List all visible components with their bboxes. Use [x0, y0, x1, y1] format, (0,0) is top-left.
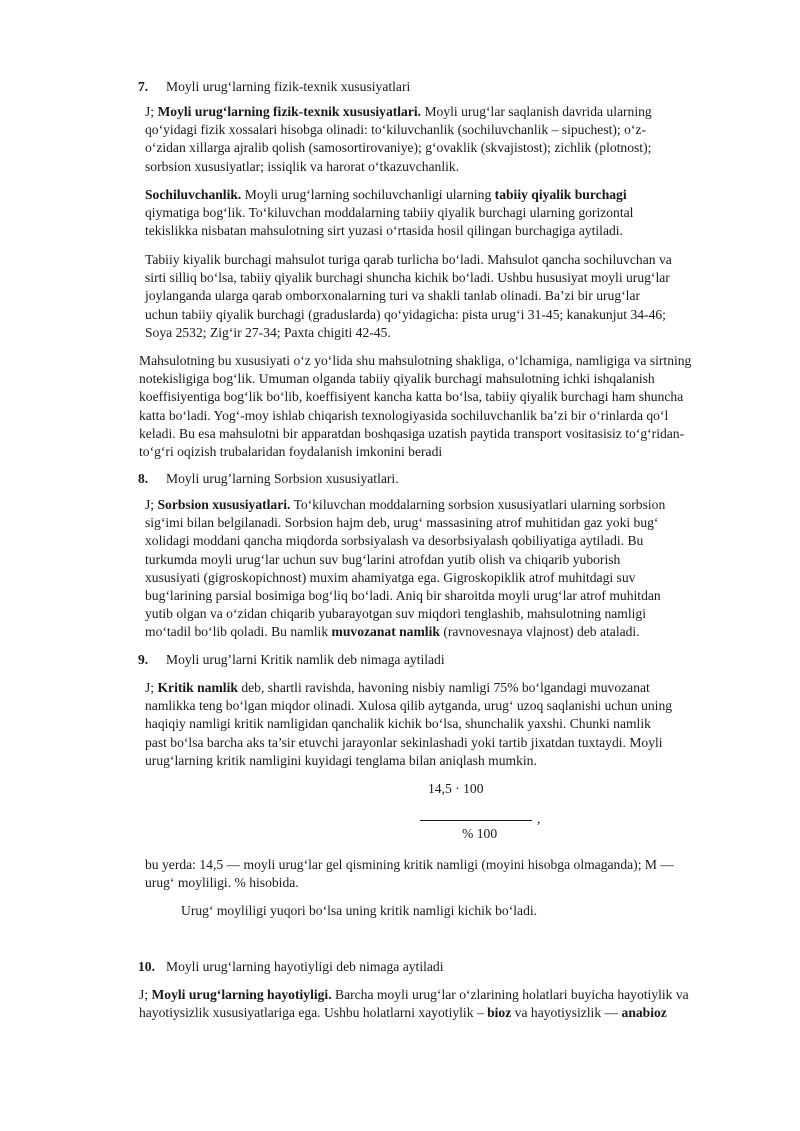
text-line: bu yerda: 14,5 — moyli urug‘lar gel qismining kritik namligi (moyini hisobga olmaganda); M —	[145, 857, 674, 872]
bold-term: anabioz	[621, 1005, 667, 1021]
text-line: sirti silliq bo‘lsa, tabiiy qiyalik burchagi shuncha kichik bo‘ladi. Ushbu hususiyat moyli urug‘lar	[145, 270, 670, 286]
text-line: past bo‘lsa barcha aks ta’sir etuvchi jarayonlar sekinlashadi yoki tartib jixatdan tuxtaydi. Moyli	[145, 734, 663, 750]
text-line: (ravnovesnaya vlajnost) deb ataladi.	[439, 624, 640, 640]
bold-term: Moyli urug‘larning hayotiyligi.	[151, 987, 332, 1002]
question-number: 10.	[138, 959, 155, 974]
text-line: namlikka teng bo‘lgan miqdor olinadi. Xulosa qilib aytganda, urug‘ uzoq saqlanishi uchun uning	[145, 698, 673, 714]
text-line: o‘zidan xillarga ajralib qolish (samosortirovaniye); g‘ovaklik (skvajistost); zichlik (plotnost);	[145, 140, 652, 156]
formula-numerator: 14,5 · 100	[428, 781, 484, 796]
text-line: to‘g‘ri oqizish trubalaridan foydalanish imkonini beradi	[139, 444, 443, 460]
formula-denominator: % 100	[462, 826, 498, 841]
answer-prefix: J;	[139, 987, 152, 1002]
q9-paragraph-3	[181, 902, 537, 920]
question-number: 8.	[138, 471, 149, 486]
text-line: va hayotiysizlik —	[511, 1005, 622, 1021]
question-title: Moyli urug‘larning hayotiyligi deb nimaga aytiladi	[166, 959, 444, 974]
text-line: turkumda moyli urug‘lar uchun suv bug‘larini atrofdan yutib olish va chiqarib yuborish	[145, 551, 621, 567]
question-title: Moyli urug’larni Kritik namlik deb nimaga aytiladi	[166, 652, 445, 667]
text-line: deb, shartli ravishda, havoning nisbiy namligi 75% bo‘lgandagi muvozanat	[237, 680, 650, 695]
bold-term: Sorbsion xususiyatlari.	[157, 497, 291, 512]
text-line: To‘kiluvchan moddalarning sorbsion xususiyatlari ularning sorbsion	[290, 497, 666, 512]
answer-prefix: J;	[145, 680, 158, 695]
q7-paragraph-3	[145, 251, 672, 342]
text-line: bug‘larining parsial bosimiga bog‘liq bo‘ladi. Aniq bir sharoitda moyli urug‘lar atrof muhitdan	[145, 588, 661, 604]
text-line: koeffisiyentiga bog‘lik bo‘lib, koeffisiyent kancha katta bo‘lsa, tabiiy qiyalik burchagi ham shuncha	[139, 389, 684, 405]
q8-paragraph-1	[145, 496, 665, 642]
question-title: Moyli urug‘larning fizik-texnik xususiyatlari	[166, 79, 411, 94]
text-line: Soya 2532; Zig‘ir 27-34; Paxta chigiti 42-45.	[145, 324, 391, 340]
text-line: sorbsion xususiyatlar; issiqlik va harorat o‘tkazuvchanlik.	[145, 158, 460, 174]
text-line: sig‘imi bilan belgilanadi. Sorbsion hajm deb, urug‘ massasining atrof muhitidan gaz yoki bug‘	[145, 515, 659, 531]
q10-paragraph-1	[139, 986, 689, 1022]
question-10-heading	[138, 958, 443, 976]
bold-term: muvozanat namlik	[331, 624, 440, 640]
formula-comma: ,	[537, 811, 541, 826]
bold-term: Kritik namlik	[157, 680, 238, 695]
question-7-heading	[138, 78, 410, 96]
question-title: Moyli urug’larning Sorbsion xususiyatlari.	[166, 471, 399, 486]
answer-prefix: J;	[145, 497, 158, 512]
text-line: notekisligiga bog‘lik. Umuman olganda tabiiy qiyalik burchagi mahsulotning ichki ishqalanish	[139, 371, 655, 387]
text-line: mo‘tadil bo‘lib qoladi. Bu namlik	[145, 624, 332, 640]
question-number: 7.	[138, 79, 149, 94]
answer-prefix: J;	[145, 104, 158, 119]
q9-paragraph-2	[145, 856, 674, 892]
question-8-heading	[138, 470, 399, 488]
bold-term: Sochiluvchanlik.	[145, 187, 242, 202]
text-line: Mahsulotning bu xususiyati o‘z yo‘lida shu mahsulotning shakliga, o‘lchamiga, namligiga va sirtning	[139, 353, 692, 368]
text-line: Tabiiy kiyalik burchagi mahsulot turiga qarab turlicha bo‘ladi. Mahsulot qancha sochiluvchan va	[145, 252, 672, 267]
text-line: haqiqiy namligi kritik namligidan qanchalik kichik bo‘lsa, shunchalik yaxshi. Chunki namlik	[145, 716, 651, 732]
text-line: Moyli urug‘lar saqlanish davrida ularning	[421, 104, 652, 119]
text-line: qo‘yidagi fizik xossalari hisobga olinadi: to‘kiluvchanlik (sochiluvchanlik – sipuchest); o‘z-	[145, 122, 646, 138]
text-line: uchun tabiiy qiyalik burchagi (graduslarda) qo‘yidagicha: pista urug‘i 31-45; kanakunjut 34-46;	[145, 306, 666, 322]
q7-paragraph-1	[145, 103, 652, 176]
bold-term: bioz	[487, 1005, 512, 1021]
q7-paragraph-4	[139, 352, 691, 461]
question-9-heading	[138, 651, 445, 669]
text-line: Barcha moyli urug‘lar o‘zlarining holatlari buyicha hayotiylik va	[331, 987, 689, 1002]
text-line: keladi. Bu esa mahsulotni bir apparatdan boshqasiga uzatish paytida transport vositasisiz to‘g‘ridan-	[139, 425, 685, 441]
text-line: qiymatiga bog‘lik. To‘kiluvchan moddalarning tabiiy qiyalik burchagi ularning gorizontal	[145, 205, 634, 221]
text-line: tekislikka nisbatan mahsulotning sirt yuzasi o‘rtasida hosil qilingan burchagiga aytiladi.	[145, 223, 623, 239]
text-line: Urug‘ moyliligi yuqori bo‘lsa uning kritik namligi kichik bo‘ladi.	[181, 903, 538, 918]
text-line: urug‘larning kritik namligini kuyidagi tenglama bilan aniqlash mumkin.	[145, 752, 537, 768]
text-line: yutib olgan va o‘zidan chiqarib yubarayotgan suv miqdori tenglashib, mahsulotning namligi	[145, 606, 646, 622]
bold-term: Moyli urug‘larning fizik-texnik xususiyatlari.	[157, 104, 422, 119]
q9-paragraph-1	[145, 679, 672, 770]
text-line: urug‘ moyliligi. % hisobida.	[145, 875, 299, 891]
q7-paragraph-2	[145, 186, 633, 241]
text-line: xolidagi moddani qancha miqdorda sorbsiyalash va desorbsiyalash qobiliyatiga aytiladi. Bu	[145, 533, 644, 549]
text-line: katta bo‘ladi. Yog‘-moy ishlab chiqarish texnologiyasida sochiluvchanlik ba’zi bir o‘rinlarda qo‘l	[139, 407, 669, 423]
bold-term: tabiiy qiyalik burchagi	[494, 187, 627, 202]
formula-fraction-bar	[420, 820, 532, 821]
text-line: joylanganda ularga qarab omborxonalarning turi va shakli tanlab olinadi. Ba’zi bir urug‘lar	[145, 288, 641, 304]
text-line: hayotiysizlik xususiyatlariga ega. Ushbu holatlarni xayotiylik –	[139, 1005, 488, 1021]
question-number: 9.	[138, 652, 149, 667]
text-line: xususiyati (gigroskopichnost) muxim ahamiyatga ega. Gigroskopiklik atrof muhitdagi suv	[145, 569, 636, 585]
text-line: Moyli urug‘larning sochiluvchanligi ularning	[241, 187, 495, 202]
